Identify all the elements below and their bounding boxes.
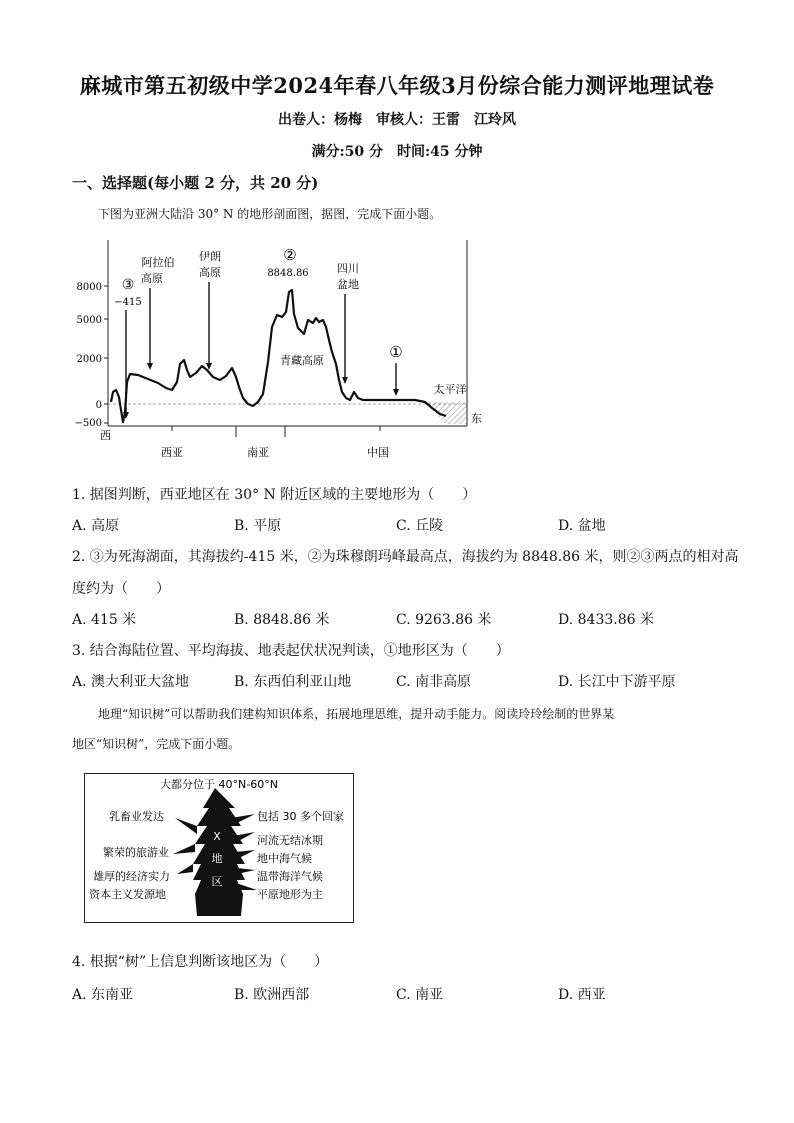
section-heading: 一、选择题(每小题 2 分，共 20 分) — [72, 174, 319, 192]
question-4-stem: 4. 根据“树”上信息判断该地区为（ ） — [72, 954, 329, 970]
q3-option-c[interactable]: C. 南非高原 — [396, 674, 472, 690]
branch-right-3 — [235, 850, 255, 860]
question-1-stem: 1. 据图判断，西亚地区在 30° N 附近区域的主要地形为（ ） — [72, 487, 477, 503]
exam-title: 麻城市第五初级中学2024年春八年级3月份综合能力测评地理试卷 — [79, 73, 715, 98]
intro-text-2-line1: 地理“知识树”可以帮助我们建构知识体系，拓展地理思维，提升动手能力。阅读玲玲绘制的世界某 — [98, 707, 615, 721]
y-tick-2000: 2000 — [76, 354, 102, 365]
q1-option-d[interactable]: D. 盆地 — [558, 518, 606, 534]
tree-left-2: 繁荣的旅游业 — [103, 846, 169, 859]
knowledge-tree-diagram — [85, 774, 353, 922]
west-label: 西 — [100, 429, 111, 442]
trunk-char-3: 区 — [211, 875, 223, 888]
branch-left-3 — [177, 864, 193, 874]
question-2-stem-line2: 度约为（ ） — [72, 581, 170, 597]
exam-score-time: 满分:50 分 时间:45 分钟 — [311, 144, 483, 160]
trunk-char-1: X — [213, 830, 221, 843]
q4-option-a[interactable]: A. 东南亚 — [72, 987, 134, 1003]
exam-authors: 出卷人：杨梅 审核人：王雷 江玲风 — [278, 112, 516, 128]
question-3-stem: 3. 结合海陆位置、平均海拔、地表起伏状况判读，①地形区为（ ） — [72, 643, 510, 659]
q2-option-d[interactable]: D. 8433.86 米 — [558, 612, 654, 628]
everest-elevation: 8848.86 — [267, 268, 309, 279]
branch-right-4 — [237, 868, 255, 874]
tree-right-4: 温带海洋气候 — [257, 870, 323, 883]
q1-option-c[interactable]: C. 丘陵 — [396, 518, 444, 534]
dead-sea-elevation: −415 — [114, 297, 142, 308]
q2-option-b[interactable]: B. 8848.86 米 — [234, 612, 330, 628]
tree-left-3: 雄厚的经济实力 — [93, 870, 170, 883]
intro-text-2-line2: 地区“知识树”，完成下面小题。 — [72, 737, 241, 751]
marker-3: ③ — [121, 277, 135, 293]
tree-right-1: 包括 30 多个回家 — [257, 810, 344, 823]
q1-option-a[interactable]: A. 高原 — [72, 518, 120, 534]
q4-option-d[interactable]: D. 西亚 — [558, 987, 606, 1003]
intro-text-1: 下图为亚洲大陆沿 30° N 的地形剖面图，据图，完成下面小题。 — [98, 207, 442, 221]
branch-right-5 — [239, 884, 257, 890]
q4-option-c[interactable]: C. 南亚 — [396, 987, 444, 1003]
sichuan-label-2: 盆地 — [337, 278, 359, 291]
q3-option-b[interactable]: B. 东西伯利亚山地 — [234, 674, 352, 690]
pacific-label: 太平洋 — [433, 383, 467, 396]
q1-option-b[interactable]: B. 平原 — [234, 518, 282, 534]
east-label: 东 — [471, 412, 482, 425]
trunk-char-2: 地 — [211, 852, 223, 865]
iran-label-2: 高原 — [199, 266, 221, 279]
tree-left-4: 资本主义发源地 — [89, 888, 166, 901]
q2-option-c[interactable]: C. 9263.86 米 — [396, 612, 492, 628]
region-west-asia: 西亚 — [161, 446, 183, 459]
y-tick-8000: 8000 — [76, 282, 102, 293]
sichuan-label-1: 四川 — [337, 262, 359, 275]
question-2-stem-line1: 2. ③为死海湖面，其海拔约-415 米，②为珠穆朗玛峰最高点，海拔约为 8848.86 米，则②③两点的相对高 — [72, 549, 739, 565]
pacific-ocean-hatch — [425, 402, 467, 424]
iran-label-1: 伊朗 — [199, 250, 221, 263]
q4-option-b[interactable]: B. 欧洲西部 — [234, 987, 310, 1003]
region-south-asia: 南亚 — [247, 446, 269, 459]
arabia-label-1: 阿拉伯 — [141, 256, 175, 269]
knowledge-tree-box — [84, 773, 354, 923]
q2-option-a[interactable]: A. 415 米 — [72, 612, 137, 628]
q3-option-d[interactable]: D. 长江中下游平原 — [558, 674, 676, 690]
y-tick-minus500: −500 — [74, 418, 102, 429]
tree-top-label: 大都分位于 40°N-60°N — [160, 778, 278, 791]
branch-left-1 — [175, 818, 197, 834]
tree-right-3: 地中海气候 — [257, 852, 312, 865]
marker-1: ① — [389, 343, 403, 361]
terrain-profile-diagram — [74, 232, 500, 464]
q3-option-a[interactable]: A. 澳大利亚大盆地 — [72, 674, 190, 690]
tree-left-1: 乳畜业发达 — [109, 810, 164, 823]
region-china: 中国 — [367, 446, 389, 459]
tree-right-5: 平原地形为主 — [257, 888, 323, 901]
tree-right-2: 河流无结冰期 — [257, 834, 323, 847]
marker-2: ② — [283, 246, 297, 264]
y-tick-5000: 5000 — [76, 315, 102, 326]
y-tick-0: 0 — [95, 400, 102, 411]
arabia-label-2: 高原 — [141, 272, 163, 285]
tibet-plateau-label: 青藏高原 — [280, 354, 324, 367]
branch-left-2 — [173, 844, 195, 854]
